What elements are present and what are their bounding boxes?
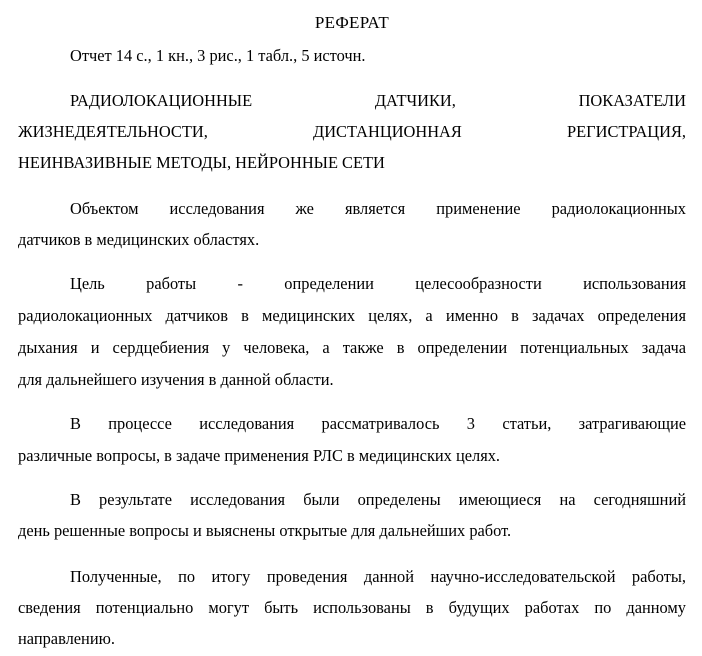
paragraph-line: Полученные, по итогу проведения данной научно-исследовательской работы, (70, 567, 686, 586)
paragraph-line: Объектом исследования же является применение радиолокационных (70, 199, 686, 218)
paragraph-line: датчиков в медицинских областях. (18, 230, 260, 249)
paragraph-line: В результате исследования были определены имеющиеся на сегодняшний (70, 490, 686, 509)
paragraph-line: сведения потенциально могут быть использованы в будущих работах по данному (18, 598, 686, 617)
paragraph-line: направлению. (18, 629, 115, 648)
keywords-line: НЕИНВАЗИВНЫЕ МЕТОДЫ, НЕЙРОННЫЕ СЕТИ (18, 153, 385, 172)
keywords-line: ЖИЗНЕДЕЯТЕЛЬНОСТИ, ДИСТАНЦИОННАЯ РЕГИСТРАЦИЯ, (18, 122, 686, 141)
keywords-line: РАДИОЛОКАЦИОННЫЕ ДАТЧИКИ, ПОКАЗАТЕЛИ (70, 91, 686, 110)
paragraph-line: дыхания и сердцебиения у человека, а также в определении потенциальных задача (18, 338, 686, 357)
paragraph-line: Цель работы - определении целесообразности использования (70, 274, 686, 293)
paragraph-line: радиолокационных датчиков в медицинских целях, а именно в задачах определения (18, 306, 686, 325)
document-title: РЕФЕРАТ (314, 13, 390, 32)
report-summary-line: Отчет 14 с., 1 кн., 3 рис., 1 табл., 5 источн. (70, 46, 366, 65)
paragraph-line: В процессе исследования рассматривалось 3 статьи, затрагивающие (70, 414, 686, 433)
paragraph-line: день решенные вопросы и выяснены открытые для дальнейших работ. (18, 521, 512, 540)
paragraph-line: различные вопросы, в задаче применения РЛС в медицинских целях. (18, 446, 501, 465)
paragraph-line: для дальнейшего изучения в данной области. (18, 370, 334, 389)
